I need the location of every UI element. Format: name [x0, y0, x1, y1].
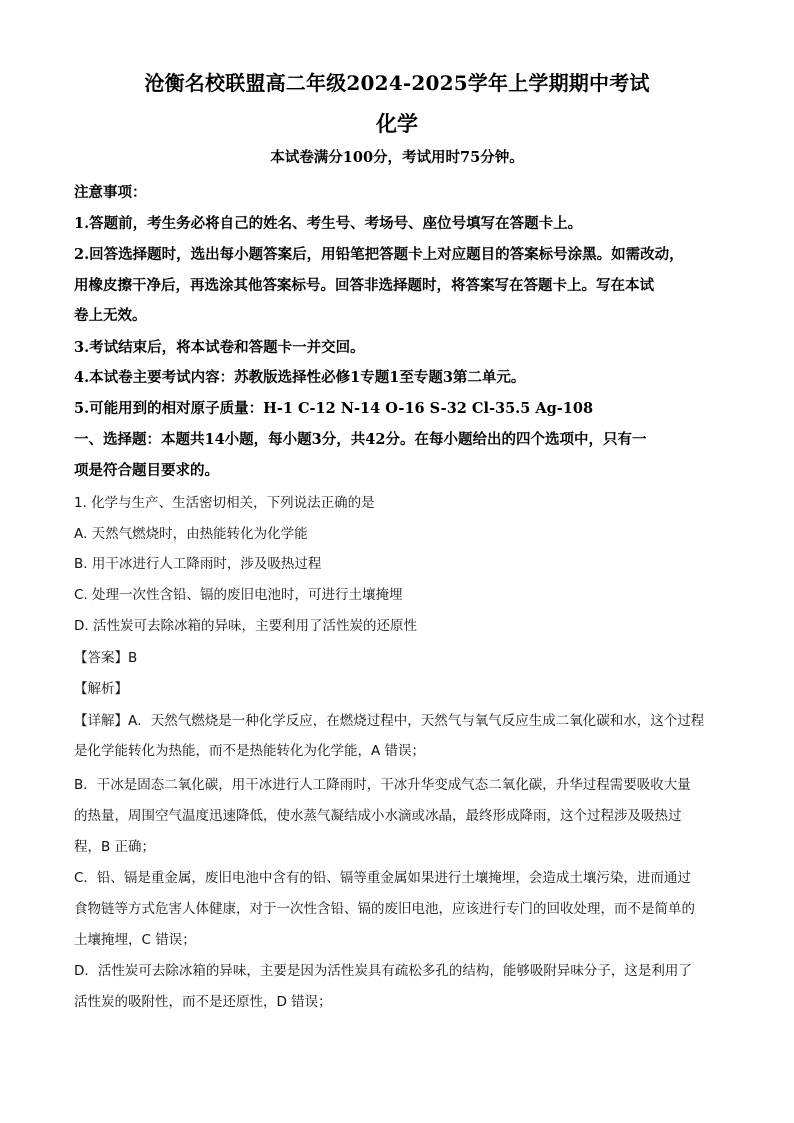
question-1-option-b: B. 用干冰进行人工降雨时，涉及吸热过程 [74, 556, 322, 572]
notice-item-3: 3.考试结束后，将本试卷和答题卡一并交回。 [74, 339, 365, 356]
notice-item-2-end: 卷上无效。 [74, 307, 147, 324]
detail-line-10: 活性炭的吸附性，而不是还原性，D 错误； [74, 994, 332, 1010]
notice-item-2: 2.回答选择题时，选出每小题答案后，用铅笔把答题卡上对应题目的答案标号涂黑。如需改动， [74, 246, 684, 263]
detail-line-8: 土壤掩埋，C 错误； [74, 932, 196, 948]
question-1-analysis-label: 【解析】 [74, 681, 128, 697]
question-1-option-c: C. 处理一次性含铅、镉的废旧电池时，可进行土壤掩埋 [74, 587, 403, 603]
section-heading-cont: 项是符合题目要求的。 [74, 462, 219, 479]
notice-item-1: 1.答题前，考生务必将自己的姓名、考生号、考场号、座位号填写在答题卡上。 [74, 215, 583, 232]
question-1-stem: 1. 化学与生产、生活密切相关，下列说法正确的是 [74, 495, 375, 511]
detail-line-5: 程，B 正确； [74, 839, 156, 855]
notice-item-2-cont: 用橡皮擦干净后，再选涂其他答案标号。回答非选择题时，将答案写在答题卡上。写在本试 [74, 277, 654, 294]
detail-line-1: 【详解】A．天然气燃烧是一种化学反应，在燃烧过程中，天然气与氧气反应生成二氧化碳和水，这个过程 [74, 713, 705, 729]
notice-heading: 注意事项： [74, 184, 147, 201]
detail-line-3: B．干冰是固态二氧化碳，用干冰进行人工降雨时，干冰升华变成气态二氧化碳，升华过程需要吸收大量 [74, 777, 691, 793]
detail-line-7: 食物链等方式危害人体健康，对于一次性含铅、镉的废旧电池，应该进行专门的回收处理，而不是简单的 [74, 901, 695, 917]
score-time-note: 本试卷满分100分，考试用时75分钟。 [270, 149, 524, 166]
section-heading: 一、选择题：本题共14小题，每小题3分，共42分。在每小题给出的四个选项中，只有一 [74, 431, 647, 448]
question-1-option-d: D. 活性炭可去除冰箱的异味，主要利用了活性炭的还原性 [74, 618, 417, 634]
question-1-answer: 【答案】B [74, 650, 138, 666]
subject-title: 化学 [376, 111, 418, 136]
question-1-option-a: A. 天然气燃烧时，由热能转化为化学能 [74, 526, 308, 542]
detail-line-2: 是化学能转化为热能，而不是热能转化为化学能，A 错误； [74, 743, 426, 759]
exam-title: 沧衡名校联盟高二年级2024-2025学年上学期期中考试 [144, 71, 650, 95]
detail-line-4: 的热量，周围空气温度迅速降低，使水蒸气凝结成小水滴或冰晶，最终形成降雨，这个过程涉及吸热过 [74, 808, 682, 824]
detail-line-6: C．铅、镉是重金属，废旧电池中含有的铅、镉等重金属如果进行土壤掩埋，会造成土壤污染，进而通过 [74, 870, 691, 886]
detail-line-9: D．活性炭可去除冰箱的异味，主要是因为活性炭具有疏松多孔的结构，能够吸附异味分子，这是利用了 [74, 963, 692, 979]
notice-item-4: 4.本试卷主要考试内容：苏教版选择性必修1专题1至专题3第二单元。 [74, 369, 526, 386]
notice-item-5: 5.可能用到的相对原子质量：H-1 C-12 N-14 O-16 S-32 Cl-35.5 Ag-108 [74, 400, 594, 417]
